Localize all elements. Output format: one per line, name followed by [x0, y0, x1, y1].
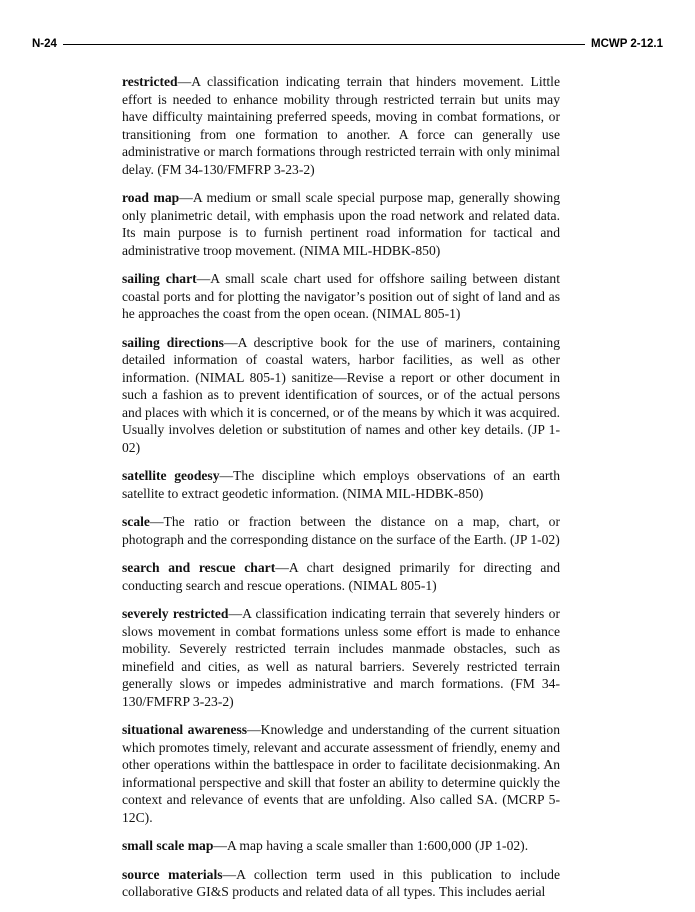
glossary-term: source materials: [122, 866, 223, 882]
glossary-entry: satellite geodesy—The discipline which employs observations of an earth satellite to extract geodetic information. (NIMA MIL-HDBK-850): [122, 468, 560, 501]
glossary-entry: source materials—A collection term used in this publication to include collaborative GI&S products and related data of all types. This includes aerial: [122, 866, 561, 899]
glossary-definition: A map having a scale smaller than 1:600,000 (JP 1-02).: [226, 838, 529, 853]
glossary-entry: situational awareness—Knowledge and understanding of the current situation which promotes timely, relevant and accurate assessment of friendly, enemy and other operations within the battlespace in order to facilitate decisionmaking. An informational perspective and skill that foster an ability to determine quickly the context and relevance of events that are unfolding. Also called SA. (MCRP 5-12C).: [122, 722, 560, 825]
glossary-entry: sailing directions—A descriptive book for the use of mariners, containing detailed information of coastal waters, harbor facilities, as well as other information. (NIMAL 805-1) sanitize—Revise a report or other document in such a fashion as to prevent identification of sources, or of the actual persons and places with which it is concerned, or of the means by which it was acquired. Usually involves deletion or substitution of names and other key details. (JP 1-02): [122, 334, 560, 455]
glossary-entry: search and rescue chart—A chart designed primarily for directing and conducting search and rescue operations. (NIMAL 805-1): [122, 560, 560, 593]
header-rule: [63, 44, 585, 45]
glossary-definition: A classification indicating terrain that severely hinders or slows movement in combat formations unless some effort is made to enhance mobility. Severely restricted terrain includes manmade obstacles, such as minefield and cities, as well as natural barriers. Severely restricted terrain generally slows or impedes administrative and march formations. (FM 34-130/FMFRP 3-23-2): [122, 606, 560, 709]
glossary-term: search and rescue chart: [122, 560, 276, 575]
page-number: N-24: [32, 38, 57, 50]
glossary-definition: A small scale chart used for offshore sailing between distant coastal ports and for plotting the navigator’s position out of sight of land and as he approaches the coast from the open ocean. (NIMAL 805-1): [122, 271, 561, 321]
glossary-definition: A classification indicating terrain that hinders movement. Little effort is needed to enhance mobility through restricted terrain but units may have difficulty maintaining preferred speeds, moving in combat formations, or transitioning from one formation to another. A force can generally use administrative or march formations through restricted terrain with only minimal delay. (FM 34-130/FMFRP 3-23-2): [122, 74, 560, 177]
glossary-entry: sailing chart—A small scale chart used for offshore sailing between distant coastal ports and for plotting the navigator’s position out of sight of land and as he approaches the coast from the open ocean. (NIMAL 805-1): [122, 271, 561, 321]
glossary-term: sailing chart: [122, 271, 197, 286]
glossary-entry: severely restricted—A classification indicating terrain that severely hinders or slows movement in combat formations unless some effort is made to enhance mobility. Severely restricted terrain includes manmade obstacles, such as minefield and cities, as well as natural barriers. Severely restricted terrain generally slows or impedes administrative and march formations. (FM 34-130/FMFRP 3-23-2): [122, 606, 560, 709]
glossary-term: restricted: [122, 74, 178, 89]
glossary-definition: The ratio or fraction between the distance on a map, chart, or photograph and the corresponding distance on the surface of the Earth. (JP 1-02): [122, 514, 560, 547]
glossary-term: scale: [122, 514, 150, 529]
glossary-definition: Knowledge and understanding of the current situation which promotes timely, relevant and accurate assessment of friendly, enemy and other operations within the battlespace in order to facilitate decisionmaking. An informational perspective and skill that foster an ability to determine quickly the context and relevance of events that are unfolding. Also called SA. (MCRP 5-12C).: [122, 722, 560, 825]
glossary-entry: road map—A medium or small scale special purpose map, generally showing only planimetric detail, with emphasis upon the road network and related data. Its main purpose is to furnish pertinent road information for tactical and administrative troop movement. (NIMA MIL-HDBK-850): [122, 190, 560, 258]
page-header: [32, 38, 663, 50]
glossary-term: severely restricted: [122, 606, 229, 621]
glossary-term: satellite geodesy: [122, 468, 220, 483]
glossary-definition: A medium or small scale special purpose map, generally showing only planimetric detail, with emphasis upon the road network and related data. Its main purpose is to furnish pertinent road information for tactical and administrative troop movement. (NIMA MIL-HDBK-850): [122, 190, 560, 258]
glossary-definition: The discipline which employs observations of an earth satellite to extract geodetic information. (NIMA MIL-HDBK-850): [122, 468, 560, 501]
glossary-term: small scale map: [122, 838, 214, 853]
glossary-entry: scale—The ratio or fraction between the distance on a map, chart, or photograph and the corresponding distance on the surface of the Earth. (JP 1-02): [122, 514, 560, 547]
glossary-body: [122, 73, 560, 912]
glossary-entry: small scale map—A map having a scale smaller than 1:600,000 (JP 1-02).: [122, 838, 529, 853]
document-id: MCWP 2-12.1: [590, 38, 663, 50]
glossary-term: road map: [122, 190, 180, 205]
glossary-definition: A chart designed primarily for directing and conducting search and rescue operations. (NIMAL 805-1): [122, 560, 560, 593]
glossary-entry: restricted—A classification indicating terrain that hinders movement. Little effort is needed to enhance mobility through restricted terrain but units may have difficulty maintaining preferred speeds, moving in combat formations, or transitioning from one formation to another. A force can generally use administrative or march formations through restricted terrain with only minimal delay. (FM 34-130/FMFRP 3-23-2): [122, 74, 560, 177]
glossary-term: sailing directions: [122, 334, 224, 350]
glossary-term: situational awareness: [122, 722, 248, 737]
glossary-definition: A descriptive book for the use of mariners, containing detailed information of coastal waters, harbor facilities, as well as other information. (NIMAL 805-1) sanitize—Revise a report or other document in such a fashion as to prevent identification of sources, or of the actual persons and places with which it is concerned, or of the means by which it was acquired. Usually involves deletion or substitution of names and other key details. (JP 1-02): [122, 334, 560, 455]
glossary-definition: A collection term used in this publication to include collaborative GI&S products and related data of all types. This includes aerial: [122, 866, 561, 899]
